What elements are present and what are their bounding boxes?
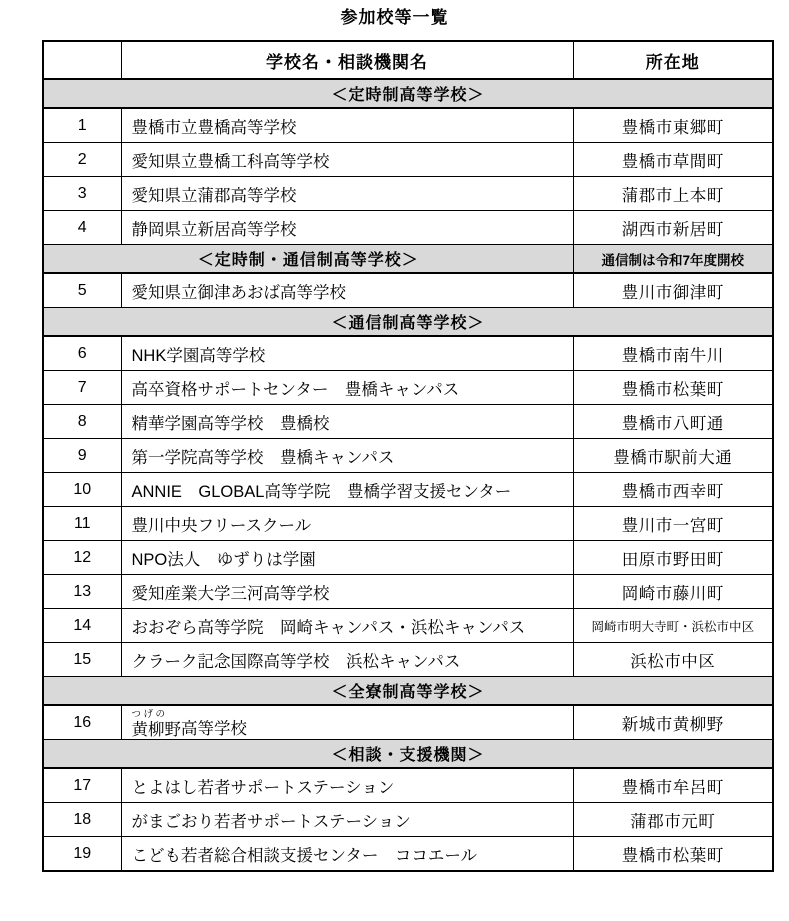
- ruby-base-text: 黄柳野: [131, 721, 181, 739]
- institution-name: 高卒資格サポートセンター 豊橋キャンパス: [121, 371, 573, 405]
- table-row: [43, 143, 773, 177]
- institution-location: 岡崎市藤川町: [573, 575, 773, 609]
- table-row: [43, 336, 773, 371]
- row-number: 15: [43, 643, 121, 677]
- institution-location: 豊橋市草間町: [573, 143, 773, 177]
- institution-name: NHK学園高等学校: [121, 336, 573, 371]
- ruby-name-group: [132, 706, 567, 739]
- table-row: [43, 803, 773, 837]
- table-row: [43, 507, 773, 541]
- table-row: [43, 541, 773, 575]
- participating-schools-table: [42, 40, 774, 872]
- institution-location: 岡崎市明大寺町・浜松市中区: [573, 609, 773, 643]
- row-number: 6: [43, 336, 121, 371]
- institution-name: 愛知県立御津あおば高等学校: [121, 273, 573, 308]
- institution-name: とよはし若者サポートステーション: [121, 768, 573, 803]
- institution-location: 豊橋市牟呂町: [573, 768, 773, 803]
- table-row: [43, 837, 773, 872]
- row-number: 8: [43, 405, 121, 439]
- row-number: 3: [43, 177, 121, 211]
- participating-schools-table-wrapper: [42, 40, 772, 872]
- institution-name: おおぞら高等学院 岡崎キャンパス・浜松キャンパス: [121, 609, 573, 643]
- institution-name: 第一学院高等学校 豊橋キャンパス: [121, 439, 573, 473]
- row-number: 18: [43, 803, 121, 837]
- institution-location: 湖西市新居町: [573, 211, 773, 245]
- section-note: 通信制は令和7年度開校: [573, 245, 773, 274]
- table-row: [43, 575, 773, 609]
- section-title: ＜全寮制高等学校＞: [43, 677, 773, 706]
- row-number: 7: [43, 371, 121, 405]
- table-row: [43, 705, 773, 740]
- institution-name: 愛知県立蒲郡高等学校: [121, 177, 573, 211]
- furigana-stack: [132, 709, 182, 739]
- institution-location: 豊橋市西幸町: [573, 473, 773, 507]
- table-section-row: [43, 245, 773, 274]
- column-header-place: 所在地: [573, 41, 773, 79]
- table-section-row: [43, 308, 773, 337]
- institution-location: 蒲郡市上本町: [573, 177, 773, 211]
- row-number: 9: [43, 439, 121, 473]
- institution-location: 豊橋市東郷町: [573, 108, 773, 143]
- institution-location: 田原市野田町: [573, 541, 773, 575]
- column-header-name: 学校名・相談機関名: [121, 41, 573, 79]
- institution-name: NPO法人 ゆずりは学園: [121, 541, 573, 575]
- institution-location: 浜松市中区: [573, 643, 773, 677]
- furigana-text: つげの: [131, 709, 168, 720]
- table-row: [43, 768, 773, 803]
- institution-name: 愛知県立豊橋工科高等学校: [121, 143, 573, 177]
- row-number: 4: [43, 211, 121, 245]
- institution-location: 豊川市御津町: [573, 273, 773, 308]
- table-row: [43, 609, 773, 643]
- table-section-row: [43, 677, 773, 706]
- institution-location: 新城市黄柳野: [573, 705, 773, 740]
- institution-name: 豊川中央フリースクール: [121, 507, 573, 541]
- page-title: 参加校等一覧: [340, 8, 449, 27]
- table-row: [43, 177, 773, 211]
- section-title: ＜相談・支援機関＞: [43, 740, 773, 769]
- row-number: 19: [43, 837, 121, 872]
- institution-location: 豊橋市松葉町: [573, 371, 773, 405]
- institution-location: 豊川市一宮町: [573, 507, 773, 541]
- table-row: [43, 473, 773, 507]
- section-title: ＜通信制高等学校＞: [43, 308, 773, 337]
- row-number: 2: [43, 143, 121, 177]
- table-body: [43, 79, 773, 871]
- table-row: [43, 273, 773, 308]
- table-row: [43, 405, 773, 439]
- institution-name: [121, 705, 573, 740]
- table-section-row: [43, 740, 773, 769]
- institution-name: 愛知産業大学三河高等学校: [121, 575, 573, 609]
- table-section-row: [43, 79, 773, 108]
- table-row: [43, 643, 773, 677]
- table-row: [43, 108, 773, 143]
- table-header-row: [43, 41, 773, 79]
- row-number: 13: [43, 575, 121, 609]
- section-title: ＜定時制・通信制高等学校＞: [43, 245, 573, 274]
- institution-name: こども若者総合相談支援センター ココエール: [121, 837, 573, 872]
- institution-name: クラーク記念国際高等学校 浜松キャンパス: [121, 643, 573, 677]
- institution-location: 豊橋市松葉町: [573, 837, 773, 872]
- row-number: 12: [43, 541, 121, 575]
- institution-name: 精華学園高等学校 豊橋校: [121, 405, 573, 439]
- institution-location: 蒲郡市元町: [573, 803, 773, 837]
- table-row: [43, 439, 773, 473]
- institution-name: がまごおり若者サポートステーション: [121, 803, 573, 837]
- column-header-no: [43, 41, 121, 79]
- row-number: 10: [43, 473, 121, 507]
- row-number: 1: [43, 108, 121, 143]
- institution-name: ANNIE GLOBAL高等学院 豊橋学習支援センター: [121, 473, 573, 507]
- table-row: [43, 211, 773, 245]
- table-header: [43, 41, 773, 79]
- institution-name-tail: 高等学校: [181, 720, 247, 738]
- row-number: 11: [43, 507, 121, 541]
- institution-location: 豊橋市駅前大通: [573, 439, 773, 473]
- section-title: ＜定時制高等学校＞: [43, 79, 773, 108]
- institution-name: 豊橋市立豊橋高等学校: [121, 108, 573, 143]
- institution-name: 静岡県立新居高等学校: [121, 211, 573, 245]
- table-row: [43, 371, 773, 405]
- row-number: 17: [43, 768, 121, 803]
- row-number: 14: [43, 609, 121, 643]
- institution-location: 豊橋市八町通: [573, 405, 773, 439]
- row-number: 16: [43, 705, 121, 740]
- row-number: 5: [43, 273, 121, 308]
- institution-location: 豊橋市南牛川: [573, 336, 773, 371]
